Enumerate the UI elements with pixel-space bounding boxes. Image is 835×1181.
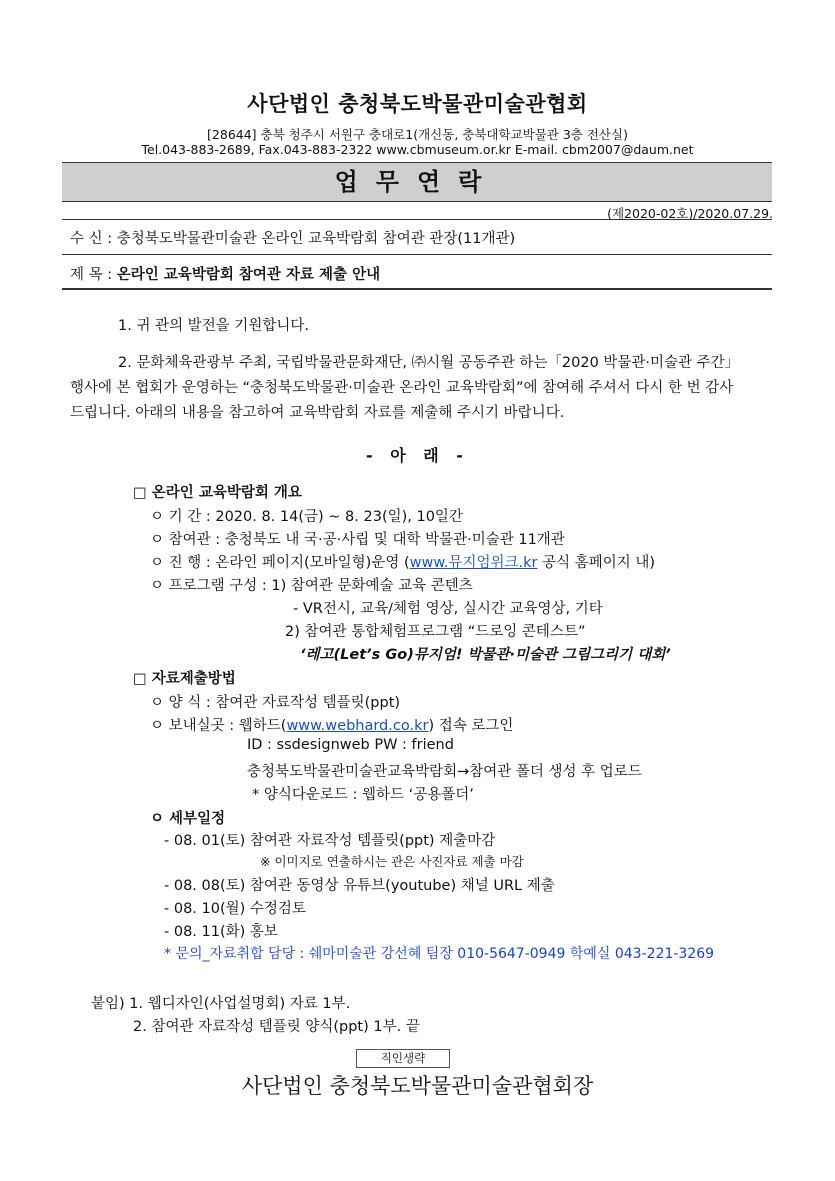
progress-suffix: 공식 홈페이지 내) xyxy=(537,555,656,571)
seal-omitted-stamp: 직인생략 xyxy=(356,1049,450,1068)
document-type-banner: 업무연락 xyxy=(62,162,772,202)
recipient-value: 충청북도박물관미술관 온라인 교육박람회 참여관 관장(11개관) xyxy=(116,231,516,247)
attachment-2: 2. 참여관 자료작성 템플릿 양식(ppt) 1부. 끝 xyxy=(133,1019,420,1035)
schedule-item: - 08. 08(토) 참여관 동영상 유튜브(youtube) 채널 URL 제출 xyxy=(164,878,555,894)
paragraph-1: 1. 귀 관의 발전을 기원합니다. xyxy=(118,318,309,334)
schedule-item: - 08. 01(토) 참여관 자료작성 템플릿(ppt) 제출마감 xyxy=(164,833,496,849)
divider xyxy=(62,288,772,290)
submission-format: ㅇ 양 식 : 참여관 자료작성 템플릿(ppt) xyxy=(150,695,401,711)
overview-period: ㅇ 기 간 : 2020. 8. 14(금) ~ 8. 23(일), 10일간 xyxy=(150,509,463,525)
section-overview-title: □ 온라인 교육박람회 개요 xyxy=(133,485,302,501)
destination-prefix: ㅇ 보내실곳 : 웹하드( xyxy=(150,718,287,734)
subject-value: 온라인 교육박람회 참여관 자료 제출 안내 xyxy=(116,267,381,283)
schedule-note: ※ 이미지로 연출하시는 관은 사진자료 제출 마감 xyxy=(260,854,524,869)
progress-prefix: ㅇ 진 행 : 온라인 페이지(모바일형)운영 ( xyxy=(150,555,410,571)
webhard-link[interactable]: www.webhard.co.kr xyxy=(286,718,429,734)
organization-address: [28644] 충북 청주시 서원구 충대로1(개신동, 충북대학교박물관 3층 전산실) xyxy=(207,127,628,142)
schedule-item: - 08. 11(화) 홍보 xyxy=(164,924,278,940)
contest-title: ‘레고(Let’s Go)뮤지엄! 박물관·미술관 그림그리기 대회’ xyxy=(300,647,671,663)
paragraph-2-line: 드립니다. 아래의 내용을 참고하여 교육박람회 자료를 제출해 주시기 바랍니다. xyxy=(70,405,565,421)
submission-destination xyxy=(150,714,513,735)
program-sub-item-2: 2) 참여관 통합체험프로그램 “드로잉 콘테스트” xyxy=(285,624,586,640)
organization-contact: Tel.043-883-2689, Fax.043-883-2322 www.cbmuseum.or.kr E-mail. cbm2007@daum.net xyxy=(141,142,694,157)
login-credentials: ID : ssdesignweb PW : friend xyxy=(247,737,454,753)
program-sub-item-1: - VR전시, 교육/체험 영상, 실시간 교육영상, 기타 xyxy=(293,601,603,617)
overview-progress xyxy=(150,551,655,572)
schedule-item: - 08. 10(월) 수정검토 xyxy=(164,901,306,917)
subject-label: 제 목 : xyxy=(70,267,117,283)
divider xyxy=(62,219,772,220)
attachment-1: 붙임) 1. 웹디자인(사업설명회) 자료 1부. xyxy=(91,996,351,1012)
destination-suffix: ) 접속 로그인 xyxy=(428,718,514,734)
divider xyxy=(62,254,772,255)
subject-line xyxy=(70,263,380,284)
paragraph-2-line: 2. 문화체육관광부 주최, 국립박물관문화재단, ㈜시월 공동주관 하는「2020 박물관·미술관 주간」 xyxy=(118,355,740,371)
below-heading: - 아 래 - xyxy=(366,446,469,465)
signature-line: 사단법인 충청북도박물관미술관협회장 xyxy=(241,1074,594,1098)
paragraph-2-line: 행사에 본 협회가 운영하는 “충청북도박물관·미술관 온라인 교육박람회”에 참여해 주셔서 다시 한 번 감사 xyxy=(70,380,734,396)
section-submission-title: □ 자료제출방법 xyxy=(133,671,236,687)
inquiry-contact: * 문의_자료취합 담당 : 쉐마미술관 강선혜 팀장 010-5647-0949 학예실 043-221-3269 xyxy=(164,946,715,962)
overview-participants: ㅇ 참여관 : 충청북도 내 국·공·사립 및 대학 박물관·미술관 11개관 xyxy=(150,532,565,548)
recipient-line xyxy=(70,227,515,248)
document-number: (제2020-02호)/2020.07.29. xyxy=(607,206,773,221)
recipient-label: 수 신 : xyxy=(70,231,117,247)
paragraph-2 xyxy=(70,351,770,426)
overview-program: ㅇ 프로그램 구성 : 1) 참여관 문화예술 교육 콘텐츠 xyxy=(150,578,473,594)
organization-title: 사단법인 충청북도박물관미술관협회 xyxy=(247,92,588,116)
template-download-note: * 양식다운로드 : 웹하드 ‘공용폴더’ xyxy=(252,787,474,803)
museumweek-link[interactable]: www.뮤지엄위크.kr xyxy=(409,555,538,571)
section-schedule-title: ㅇ 세부일정 xyxy=(150,811,226,827)
upload-folder-instruction: 충청북도박물관미술관교육박람회→참여관 폴더 생성 후 업로드 xyxy=(247,764,642,780)
